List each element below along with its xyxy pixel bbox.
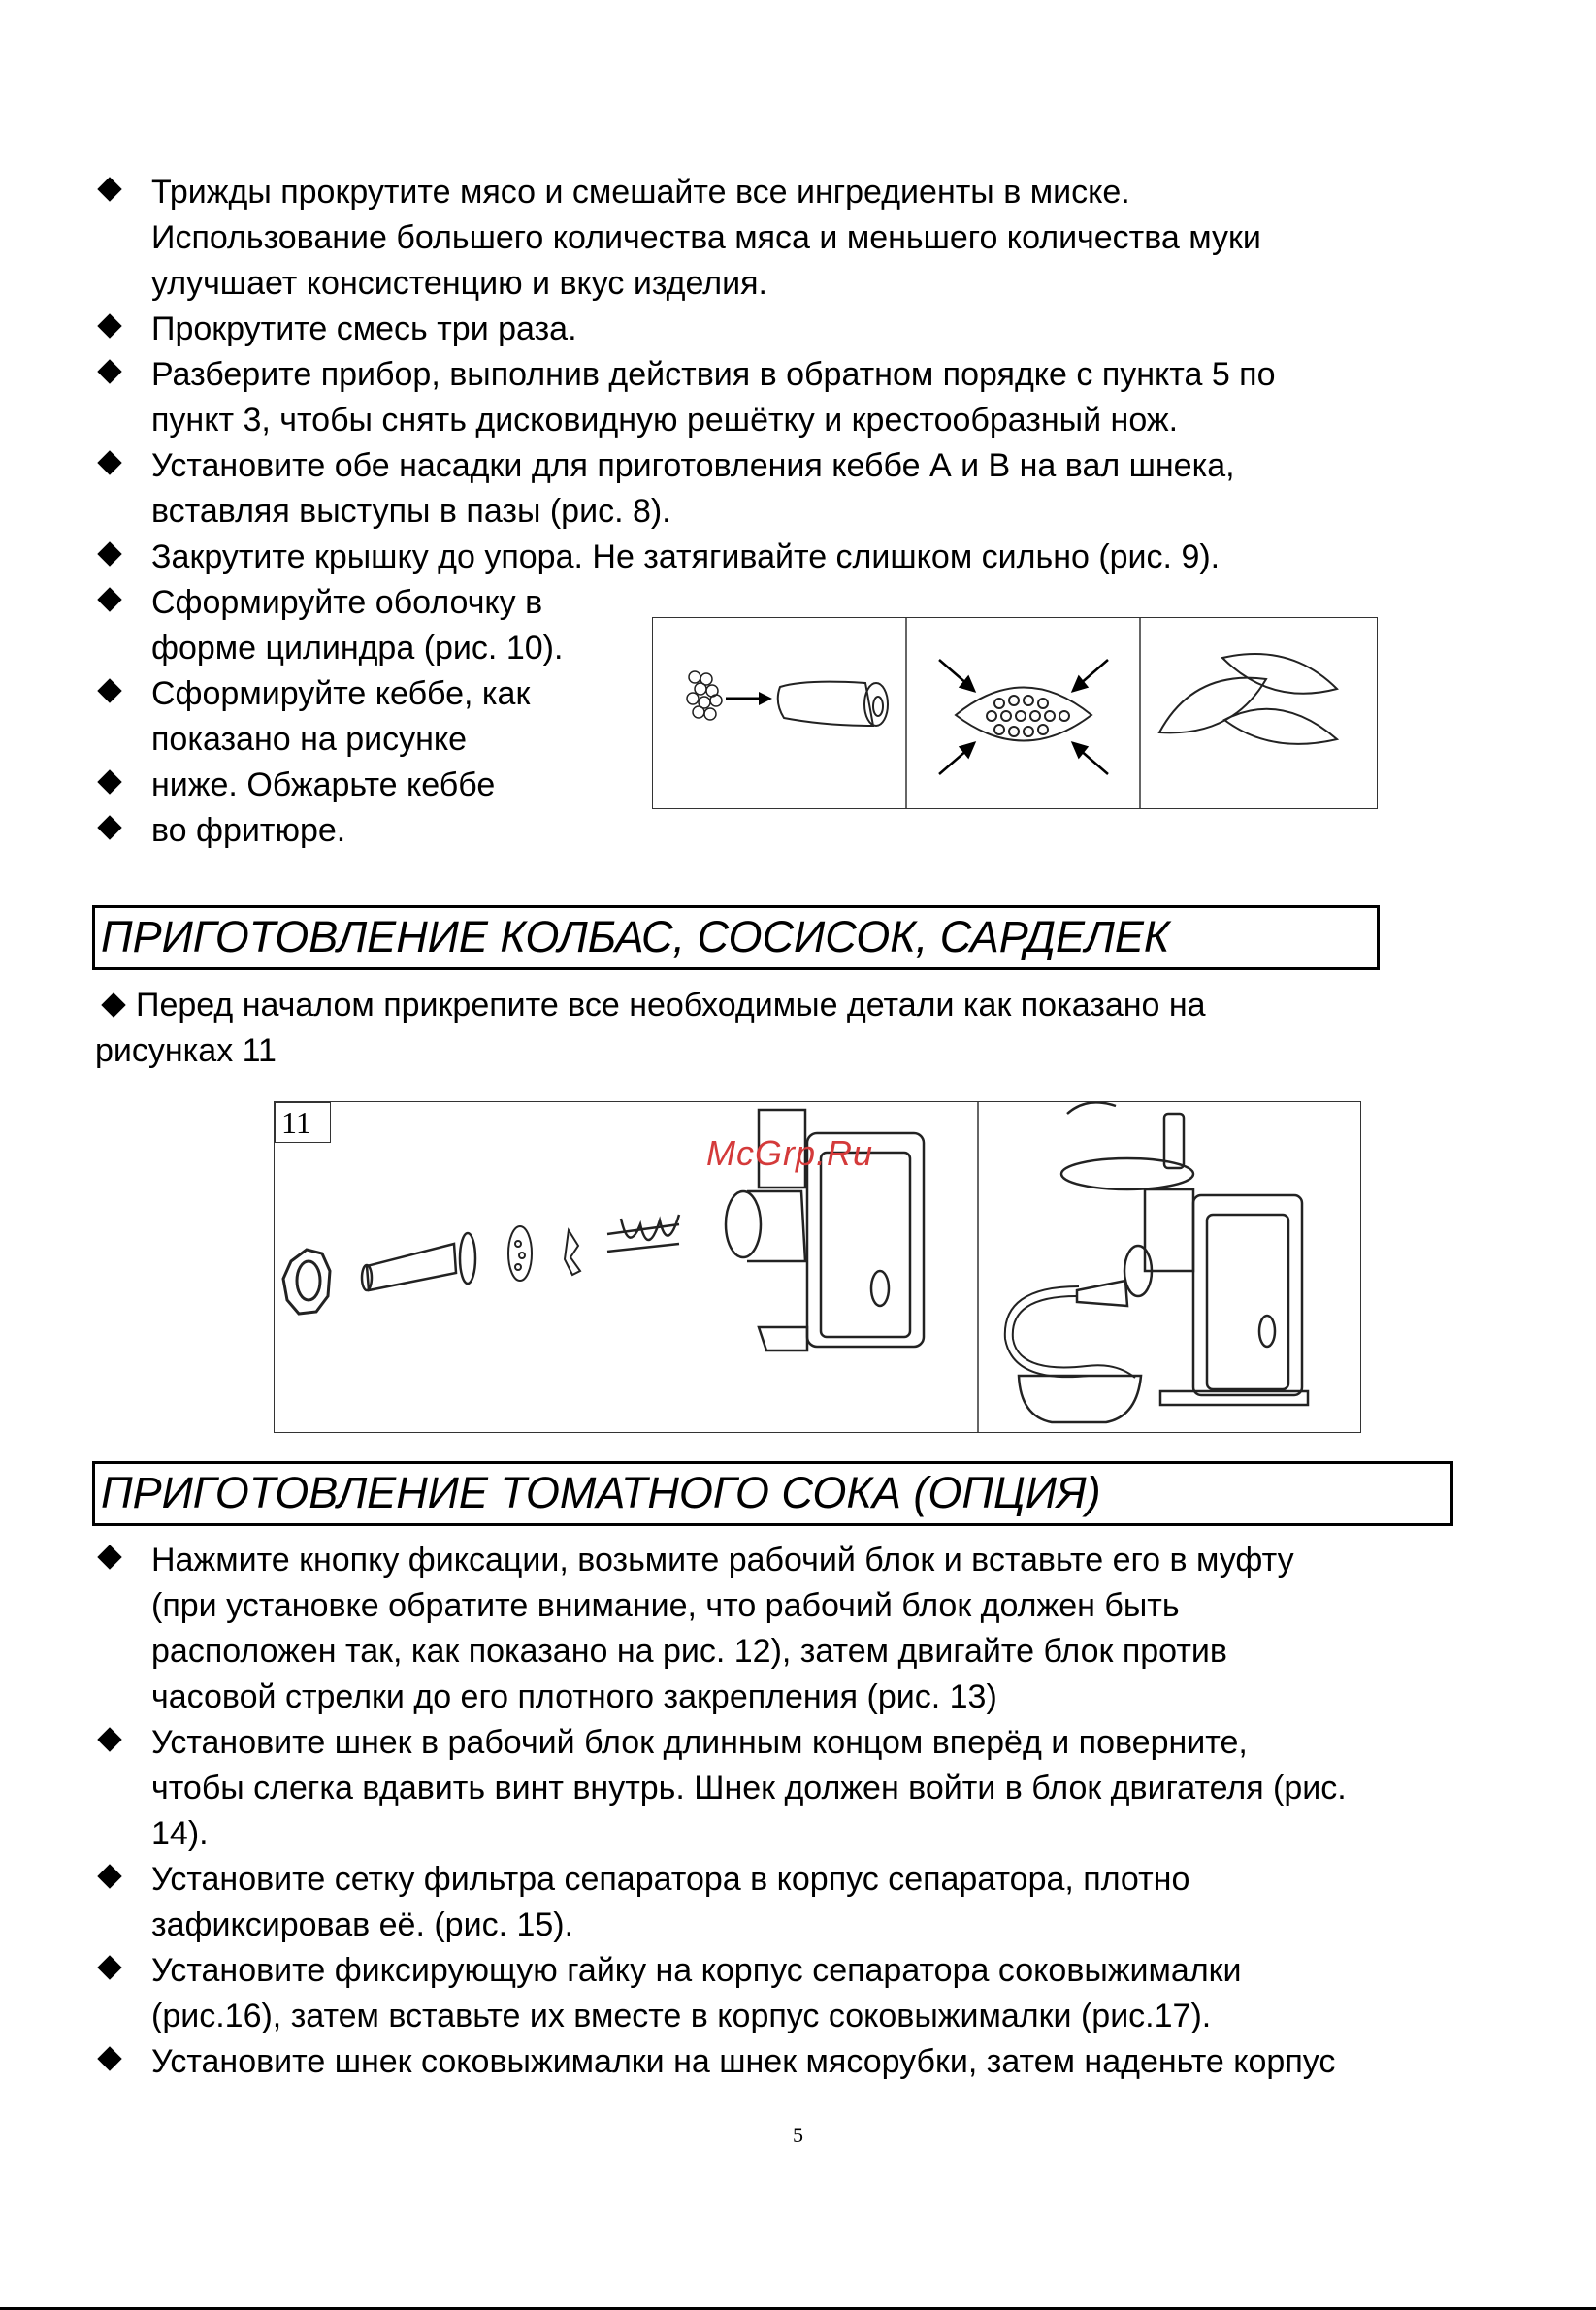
diamond-bullet-icon — [97, 2046, 121, 2070]
list-item: Разберите прибор, выполнив действия в обратном порядке с пункта 5 по пункт 3, чтобы снять дисковидную решётку и крестообразный нож. — [95, 352, 1276, 443]
list-item: Установите обе насадки для приготовления кеббе А и В на вал шнека, вставляя выступы в пазы (рис. 8). — [95, 443, 1276, 535]
figure-label: 11 — [275, 1102, 331, 1143]
list-item: Установите шнек соковыжималки на шнек мясорубки, затем наденьте корпус — [95, 2039, 1347, 2085]
kebbe-shape-icon — [956, 688, 1091, 741]
watermark: McGrp.Ru — [706, 1133, 874, 1173]
list-item: Трижды прокрутите мясо и смешайте все ингредиенты в миске. Использование большего количества мяса и меньшего количества муки улучшает консистенцию и вкус изделия. — [95, 170, 1276, 307]
sausage-intro: Перед началом прикрепите все необходимые детали как показано на рисунках 11 — [95, 987, 1206, 1069]
list-item: Установите фиксирующую гайку на корпус сепаратора соковыжималки (рис.16), затем вставьте их вместе в корпус соковыжималки (рис.17). — [95, 1948, 1347, 2039]
kebbe-pieces-icon — [1159, 654, 1337, 744]
diamond-bullet-icon — [97, 1864, 121, 1888]
list-item: во фритюре. — [95, 808, 1276, 854]
tomato-steps-list — [95, 1538, 1347, 2085]
diamond-bullet-icon — [97, 1727, 121, 1751]
diamond-bullet-icon — [101, 992, 125, 1017]
list-item: Сформируйте кеббе, как показано на рисунке — [95, 671, 1276, 763]
arrow-right-icon — [726, 692, 772, 705]
section-title-tomato-juice: ПРИГОТОВЛЕНИЕ ТОМАТНОГО СОКА (ОПЦИЯ) — [92, 1461, 1453, 1526]
list-item: Прокрутите смесь три раза. — [95, 307, 1276, 352]
list-item: Установите шнек в рабочий блок длинным концом вперёд и поверните, чтобы слегка вдавить винт внутрь. Шнек должен войти в блок двигателя (рис. 14). — [95, 1720, 1347, 1857]
list-item: Нажмите кнопку фиксации, возьмите рабочий блок и вставьте его в муфту (при установке обратите внимание, что рабочий блок должен быть расположен так, как показано на рис. 12), затем двигайте блок против часовой стрелки до его плотного закрепления (рис. 13) — [95, 1538, 1347, 1720]
list-item: ниже. Обжарьте кеббе — [95, 763, 1276, 808]
section-title-sausages: ПРИГОТОВЛЕНИЕ КОЛБАС, СОСИСОК, САРДЕЛЕК — [92, 905, 1380, 970]
press-arrows-icon — [939, 660, 1108, 774]
list-item: Закрутите крышку до упора. Не затягивайте слишком сильно (рис. 9). — [95, 535, 1276, 580]
diamond-bullet-icon — [97, 1955, 121, 1979]
meat-cylinder-icon — [778, 682, 888, 726]
diamond-bullet-icon — [97, 1545, 121, 1569]
page-number: 5 — [793, 2123, 803, 2147]
list-item: Установите сетку фильтра сепаратора в корпус сепаратора, плотно зафиксировав её. (рис. 15). — [95, 1857, 1347, 1948]
list-item: Сформируйте оболочку в форме цилиндра (рис. 10). — [95, 580, 1276, 671]
meat-balls-icon — [687, 671, 722, 720]
